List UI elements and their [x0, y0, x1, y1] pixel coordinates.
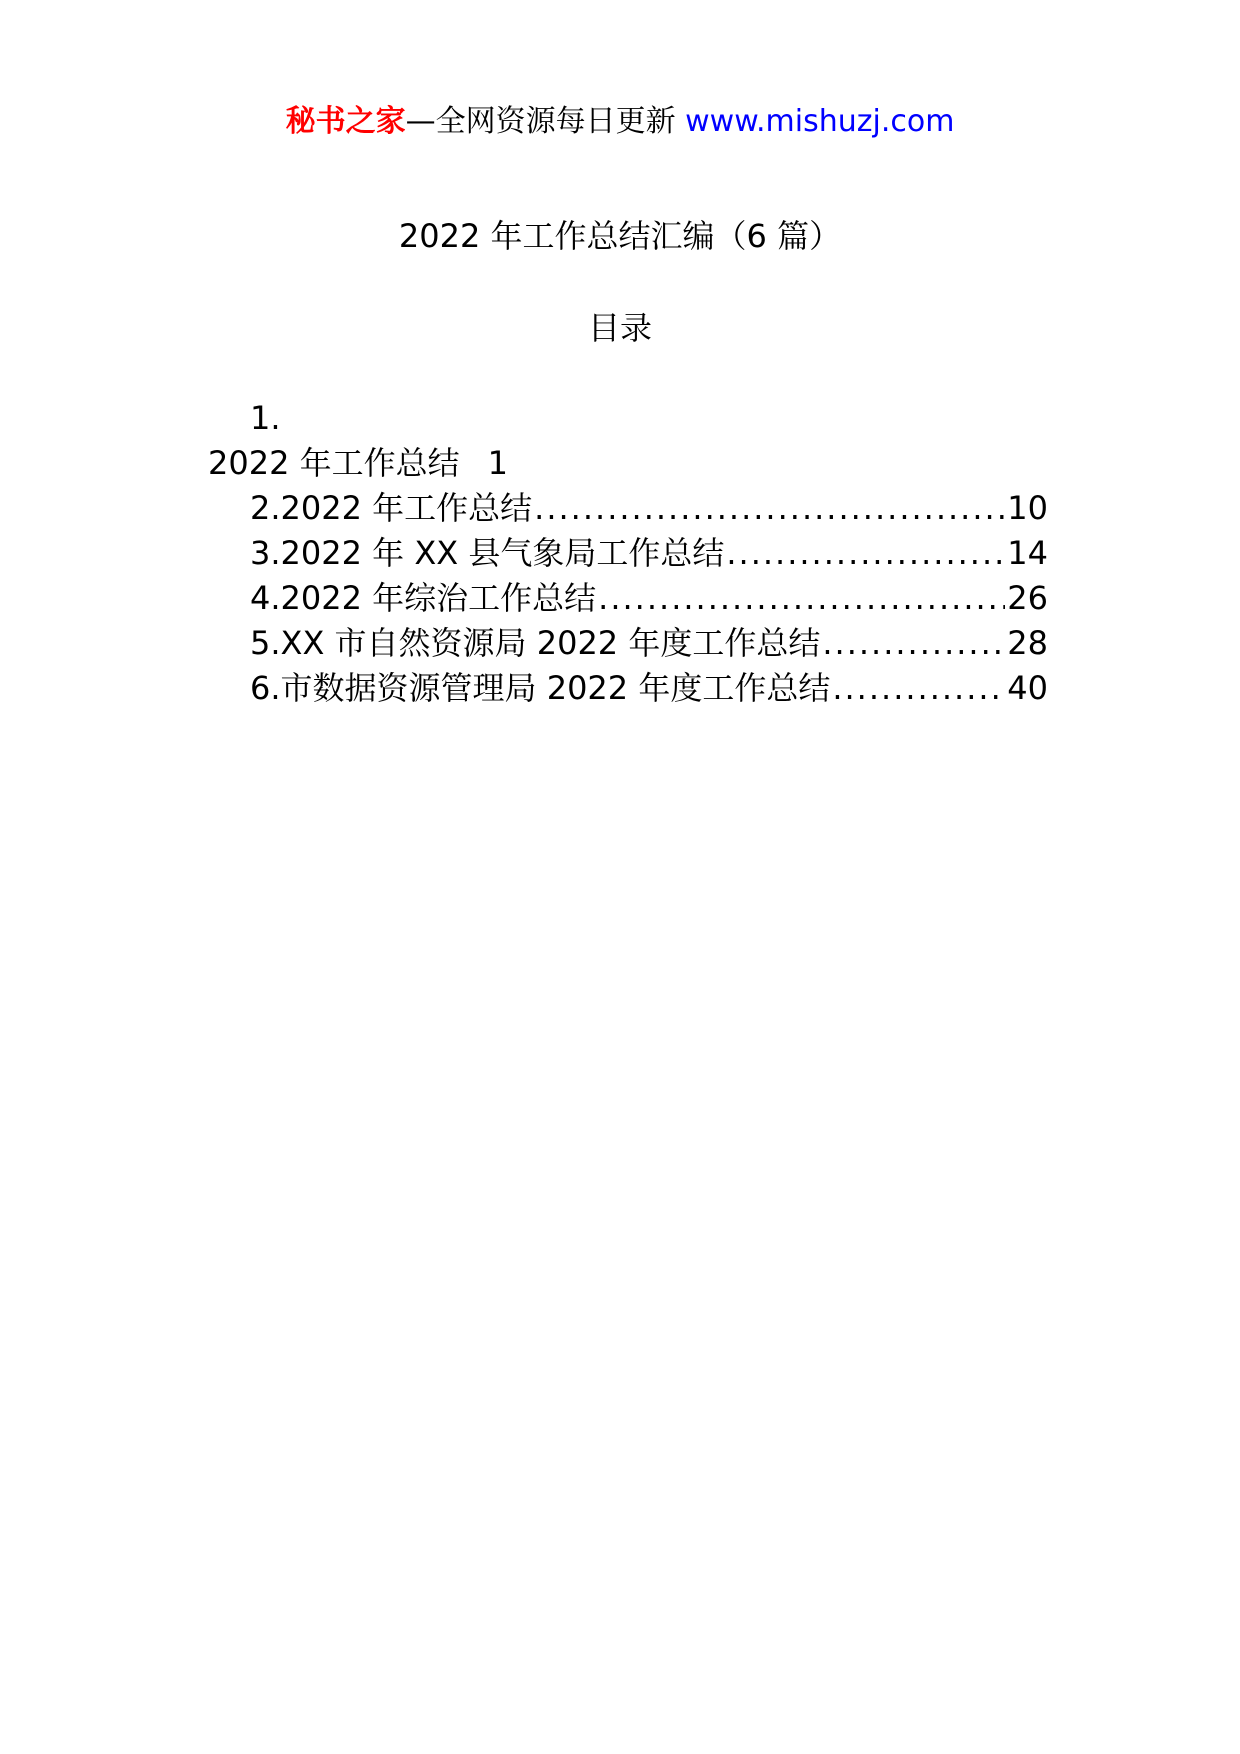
toc-entry-page: 10 — [1007, 489, 1048, 527]
toc-dot-leader — [534, 486, 1005, 531]
toc-entry-page: 14 — [1007, 534, 1048, 572]
toc-dot-leader — [822, 621, 1005, 666]
toc-entry-1-title: 2022 年工作总结 — [208, 444, 460, 482]
document-title: 2022 年工作总结汇编（6 篇） — [398, 217, 842, 255]
toc-entry-page: 26 — [1007, 579, 1048, 617]
toc-entry-page: 40 — [1007, 669, 1048, 707]
toc-entry-title: 4.2022 年综治工作总结 — [250, 579, 597, 617]
toc-entry[interactable] — [250, 666, 1048, 711]
toc-dot-leader — [832, 666, 1005, 711]
site-header — [0, 100, 1240, 144]
toc-entry-1-page: 1 — [487, 444, 508, 482]
toc-entry-title: 5.XX 市自然资源局 2022 年度工作总结 — [250, 624, 821, 662]
toc-entry-1[interactable] — [208, 441, 508, 485]
toc-entry[interactable] — [250, 621, 1048, 666]
site-url-link[interactable]: www.mishuzj.com — [685, 104, 955, 139]
toc-entry[interactable] — [250, 486, 1048, 531]
toc-entry-1-number[interactable]: 1. — [250, 399, 281, 437]
toc-entry-page: 28 — [1007, 624, 1048, 662]
toc-list — [250, 486, 1048, 711]
toc-heading: 目录 — [587, 309, 652, 347]
toc-entry-title: 3.2022 年 XX 县气象局工作总结 — [250, 534, 725, 572]
toc-entry-title: 2.2022 年工作总结 — [250, 489, 533, 527]
brand-name: 秘书之家 — [285, 104, 406, 139]
toc-dot-leader — [598, 576, 1005, 621]
toc-entry[interactable] — [250, 576, 1048, 621]
toc-dot-leader — [726, 531, 1005, 576]
header-tagline: —全网资源每日更新 — [405, 104, 676, 139]
toc-entry-title: 6.市数据资源管理局 2022 年度工作总结 — [250, 669, 831, 707]
toc-entry[interactable] — [250, 531, 1048, 576]
